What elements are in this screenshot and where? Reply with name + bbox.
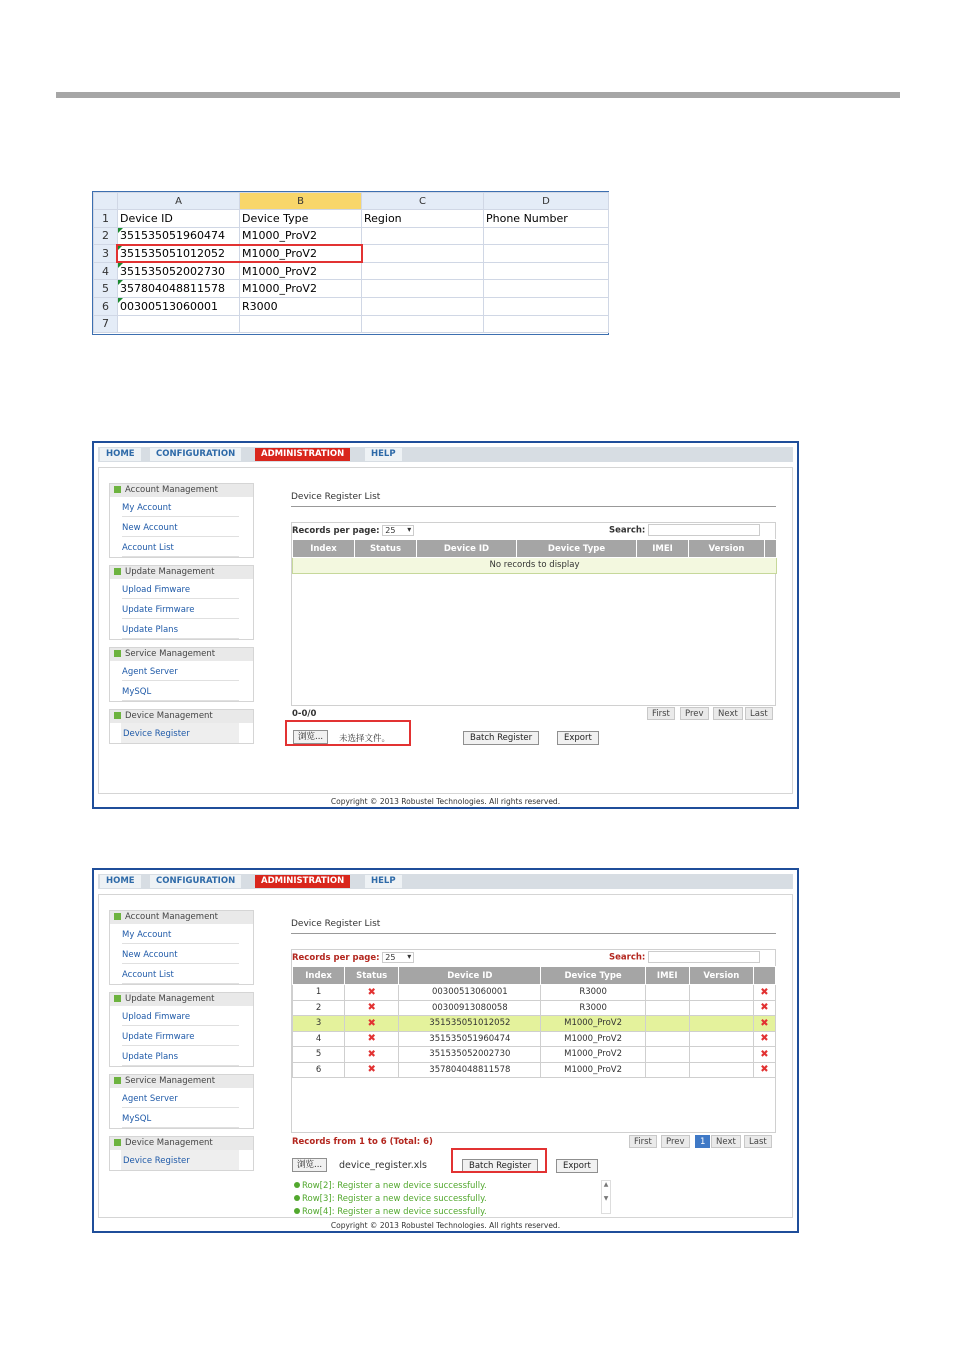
cell[interactable]: 351535052002730 bbox=[118, 262, 240, 280]
batch-register-button[interactable]: Batch Register bbox=[462, 1159, 538, 1173]
column-index[interactable]: Index bbox=[293, 967, 345, 985]
sheet-row bbox=[94, 297, 609, 315]
sidebar-item-device-register[interactable]: Device Register bbox=[121, 723, 239, 743]
sheet-row bbox=[94, 315, 609, 333]
tab-configuration[interactable]: CONFIGURATION bbox=[150, 448, 241, 461]
column-device-type[interactable]: Device Type bbox=[541, 967, 645, 985]
cell[interactable]: R3000 bbox=[240, 297, 362, 315]
sidebar-item-my-account[interactable]: My Account bbox=[122, 497, 239, 517]
footer: Copyright © 2013 Robustel Technologies. All rights reserved. bbox=[330, 1221, 561, 1230]
pager-next[interactable]: Next bbox=[713, 707, 743, 720]
status-fail-icon: ✖ bbox=[345, 1000, 399, 1016]
device-table bbox=[292, 966, 776, 1078]
file-name: device_register.xls bbox=[339, 1160, 427, 1171]
column-imei[interactable]: IMEI bbox=[645, 967, 689, 985]
row-number[interactable]: 6 bbox=[94, 297, 118, 315]
search-input[interactable] bbox=[648, 524, 760, 536]
cell[interactable] bbox=[362, 262, 484, 280]
group-header bbox=[110, 1075, 253, 1088]
table-row[interactable] bbox=[293, 1047, 776, 1063]
status-fail-icon: ✖ bbox=[345, 985, 399, 1001]
cell-device-id: 351535051012052 bbox=[399, 1016, 541, 1032]
status-fail-icon: ✖ bbox=[345, 1047, 399, 1063]
cell[interactable]: Device Type bbox=[240, 210, 362, 228]
table-row[interactable] bbox=[293, 1000, 776, 1016]
table-header bbox=[293, 967, 776, 985]
tab-administration[interactable]: ADMINISTRATION bbox=[255, 875, 350, 888]
delete-icon[interactable]: ✖ bbox=[753, 1000, 775, 1016]
cell-version bbox=[689, 1031, 753, 1047]
success-icon bbox=[294, 1195, 300, 1201]
group-icon bbox=[114, 486, 121, 493]
highlight-box-browse bbox=[285, 720, 411, 746]
device-register-panel-empty bbox=[92, 441, 799, 809]
cell-device-id: 00300913080058 bbox=[399, 1000, 541, 1016]
cell[interactable]: M1000_ProV2 bbox=[240, 245, 362, 263]
group-header bbox=[110, 648, 253, 661]
row-number[interactable]: 1 bbox=[94, 210, 118, 228]
cell-device-id: 357804048811578 bbox=[399, 1062, 541, 1078]
cell[interactable] bbox=[362, 280, 484, 298]
record-count: 0-0/0 bbox=[292, 709, 317, 719]
tab-home[interactable]: HOME bbox=[100, 448, 141, 461]
column-device-type[interactable]: Device Type bbox=[517, 540, 637, 558]
column-status[interactable]: Status bbox=[345, 967, 399, 985]
column-header[interactable]: A bbox=[118, 193, 240, 210]
table-row bbox=[293, 558, 777, 574]
pager-page-1[interactable]: 1 bbox=[695, 1135, 710, 1148]
sheet-row bbox=[94, 210, 609, 228]
register-log bbox=[294, 1180, 599, 1216]
sidebar-item-agent-server[interactable]: Agent Server bbox=[122, 1088, 239, 1108]
browse-button[interactable]: 浏览... bbox=[293, 730, 328, 744]
column-version[interactable]: Version bbox=[689, 967, 753, 985]
status-fail-icon: ✖ bbox=[345, 1016, 399, 1032]
group-title: Update Management bbox=[125, 567, 215, 577]
cell[interactable] bbox=[484, 227, 609, 245]
cell-version bbox=[689, 985, 753, 1001]
device-table bbox=[292, 539, 777, 574]
status-fail-icon: ✖ bbox=[345, 1062, 399, 1078]
log-line bbox=[294, 1193, 599, 1206]
pager-last[interactable]: Last bbox=[744, 1135, 772, 1148]
delete-icon[interactable]: ✖ bbox=[753, 1062, 775, 1078]
cell-index: 2 bbox=[293, 1000, 345, 1016]
column-device-id[interactable]: Device ID bbox=[399, 967, 541, 985]
table-row[interactable] bbox=[293, 1016, 776, 1032]
sidebar-item-update-firmware[interactable]: Update Firmware bbox=[122, 599, 239, 619]
cell[interactable]: 357804048811578 bbox=[118, 280, 240, 298]
file-status: 未选择文件。 bbox=[339, 734, 391, 744]
table-row[interactable] bbox=[293, 1062, 776, 1078]
sheet-row bbox=[94, 262, 609, 280]
group-title: Service Management bbox=[125, 649, 216, 659]
cell-index: 1 bbox=[293, 985, 345, 1001]
highlight-box-row3 bbox=[116, 244, 363, 263]
cell-imei bbox=[645, 1031, 689, 1047]
sidebar-item-upload-firmware[interactable]: Upload Fimware bbox=[122, 1006, 239, 1026]
cell-imei bbox=[645, 1016, 689, 1032]
cell[interactable]: Phone Number bbox=[484, 210, 609, 228]
cell-device-type: R3000 bbox=[541, 985, 645, 1001]
table-row[interactable] bbox=[293, 985, 776, 1001]
column-action bbox=[753, 967, 775, 985]
records-select[interactable]: 25 ▾ bbox=[382, 952, 414, 963]
cell[interactable] bbox=[362, 245, 484, 263]
cell-device-type: M1000_ProV2 bbox=[541, 1016, 645, 1032]
group-title: Account Management bbox=[125, 912, 219, 922]
pager-prev[interactable]: Prev bbox=[680, 707, 709, 720]
cell-version bbox=[689, 1000, 753, 1016]
search-area bbox=[609, 951, 760, 963]
browse-button[interactable]: 浏览... bbox=[292, 1158, 327, 1172]
success-icon bbox=[294, 1182, 300, 1188]
delete-icon[interactable]: ✖ bbox=[753, 985, 775, 1001]
cell[interactable] bbox=[484, 262, 609, 280]
group-header bbox=[110, 1137, 253, 1150]
cell-index: 5 bbox=[293, 1047, 345, 1063]
group-icon bbox=[114, 913, 121, 920]
sidebar-item-new-account[interactable]: New Account bbox=[122, 944, 239, 964]
cell-device-id: 351535052002730 bbox=[399, 1047, 541, 1063]
sidebar-item-upload-firmware[interactable]: Upload Fimware bbox=[122, 579, 239, 599]
sidebar-group-account bbox=[109, 483, 254, 558]
tab-help[interactable]: HELP bbox=[365, 448, 402, 461]
column-action bbox=[765, 540, 777, 558]
log-scrollbar[interactable] bbox=[601, 1180, 611, 1214]
page-title: Device Register List bbox=[291, 492, 776, 507]
scroll-down-icon[interactable]: ▼ bbox=[603, 1195, 609, 1202]
column-header[interactable]: C bbox=[362, 193, 484, 210]
records-select[interactable]: 25 ▾ bbox=[382, 525, 414, 536]
tab-home[interactable]: HOME bbox=[100, 875, 141, 888]
status-fail-icon: ✖ bbox=[345, 1031, 399, 1047]
cell-device-type: M1000_ProV2 bbox=[541, 1047, 645, 1063]
tab-help[interactable]: HELP bbox=[365, 875, 402, 888]
content-area bbox=[98, 467, 793, 794]
row-number[interactable]: 2 bbox=[94, 227, 118, 245]
tab-configuration[interactable]: CONFIGURATION bbox=[150, 875, 241, 888]
log-line bbox=[294, 1180, 599, 1193]
cell-index: 6 bbox=[293, 1062, 345, 1078]
sidebar-item-update-plans[interactable]: Update Plans bbox=[122, 1046, 239, 1066]
column-version[interactable]: Version bbox=[689, 540, 765, 558]
delete-icon[interactable]: ✖ bbox=[753, 1047, 775, 1063]
cell[interactable] bbox=[484, 297, 609, 315]
pager-first[interactable]: First bbox=[647, 707, 675, 720]
group-title: Account Management bbox=[125, 485, 219, 495]
cell[interactable] bbox=[362, 315, 484, 333]
cell[interactable] bbox=[484, 315, 609, 333]
pager-last[interactable]: Last bbox=[745, 707, 773, 720]
records-per-page bbox=[292, 952, 414, 963]
group-header bbox=[110, 710, 253, 723]
cell-imei bbox=[645, 1047, 689, 1063]
sidebar-item-account-list[interactable]: Account List bbox=[122, 537, 239, 557]
search-input[interactable] bbox=[648, 951, 760, 963]
group-header bbox=[110, 484, 253, 497]
sidebar-group-service bbox=[109, 1074, 254, 1129]
search-area bbox=[609, 524, 760, 536]
column-status[interactable]: Status bbox=[355, 540, 417, 558]
group-icon bbox=[114, 1077, 121, 1084]
cell-version bbox=[689, 1062, 753, 1078]
cell-imei bbox=[645, 1000, 689, 1016]
sidebar-item-device-register[interactable]: Device Register bbox=[121, 1150, 239, 1170]
column-device-id[interactable]: Device ID bbox=[417, 540, 517, 558]
delete-icon[interactable]: ✖ bbox=[753, 1016, 775, 1032]
corner-cell[interactable] bbox=[94, 193, 118, 210]
cell[interactable]: 00300513060001 bbox=[118, 297, 240, 315]
sidebar-group-update bbox=[109, 565, 254, 640]
group-icon bbox=[114, 712, 121, 719]
sidebar-item-my-account[interactable]: My Account bbox=[122, 924, 239, 944]
sidebar-item-agent-server[interactable]: Agent Server bbox=[122, 661, 239, 681]
main-content bbox=[291, 492, 776, 507]
sidebar-group-service bbox=[109, 647, 254, 702]
cell[interactable]: M1000_ProV2 bbox=[240, 262, 362, 280]
column-header[interactable]: D bbox=[484, 193, 609, 210]
group-header bbox=[110, 993, 253, 1006]
cell[interactable] bbox=[484, 245, 609, 263]
column-index[interactable]: Index bbox=[293, 540, 355, 558]
group-title: Service Management bbox=[125, 1076, 216, 1086]
row-number[interactable]: 4 bbox=[94, 262, 118, 280]
pager-first[interactable]: First bbox=[629, 1135, 657, 1148]
top-nav bbox=[98, 447, 793, 462]
sidebar-group-device bbox=[109, 1136, 254, 1171]
cell-device-type: M1000_ProV2 bbox=[541, 1062, 645, 1078]
row-number[interactable]: 7 bbox=[94, 315, 118, 333]
group-header bbox=[110, 911, 253, 924]
search-label: Search: bbox=[609, 525, 646, 536]
header-rule bbox=[56, 92, 900, 98]
group-title: Device Management bbox=[125, 1138, 213, 1148]
log-text: Row[2]: Register a new device successfully. bbox=[302, 1181, 487, 1191]
sheet-row bbox=[94, 227, 609, 245]
sidebar-item-account-list[interactable]: Account List bbox=[122, 964, 239, 984]
column-header-row bbox=[94, 193, 609, 210]
cell[interactable]: 351535051012052 bbox=[118, 245, 240, 263]
cell[interactable]: M1000_ProV2 bbox=[240, 227, 362, 245]
cell[interactable] bbox=[240, 315, 362, 333]
sheet-row bbox=[94, 280, 609, 298]
sidebar-item-mysql[interactable]: MySQL bbox=[122, 1108, 239, 1128]
group-icon bbox=[114, 650, 121, 657]
group-icon bbox=[114, 568, 121, 575]
sidebar-group-update bbox=[109, 992, 254, 1067]
cell[interactable] bbox=[362, 297, 484, 315]
sidebar-group-device bbox=[109, 709, 254, 744]
no-records-message: No records to display bbox=[293, 558, 777, 574]
cell[interactable] bbox=[362, 227, 484, 245]
search-label: Search: bbox=[609, 952, 646, 963]
cell-index: 3 bbox=[293, 1016, 345, 1032]
spreadsheet bbox=[92, 191, 609, 335]
cell-device-type: R3000 bbox=[541, 1000, 645, 1016]
cell[interactable] bbox=[484, 280, 609, 298]
cell-version bbox=[689, 1016, 753, 1032]
batch-register-button[interactable]: Batch Register bbox=[463, 731, 539, 745]
device-register-panel-loaded bbox=[92, 868, 799, 1233]
footer: Copyright © 2013 Robustel Technologies. All rights reserved. bbox=[330, 797, 561, 806]
records-per-page bbox=[292, 525, 414, 536]
row-number[interactable]: 3 bbox=[94, 245, 118, 263]
group-icon bbox=[114, 1139, 121, 1146]
highlight-box-batch-register bbox=[451, 1148, 547, 1173]
content-area bbox=[98, 894, 793, 1218]
group-title: Device Management bbox=[125, 711, 213, 721]
log-line bbox=[294, 1206, 599, 1216]
record-count: Records from 1 to 6 (Total: 6) bbox=[292, 1137, 433, 1147]
log-text: Row[3]: Register a new device successfully. bbox=[302, 1194, 487, 1204]
column-header[interactable]: B bbox=[240, 193, 362, 210]
cell[interactable] bbox=[118, 315, 240, 333]
cell-device-id: 351535051960474 bbox=[399, 1031, 541, 1047]
column-imei[interactable]: IMEI bbox=[637, 540, 689, 558]
pager-prev[interactable]: Prev bbox=[661, 1135, 690, 1148]
sidebar-group-account bbox=[109, 910, 254, 985]
success-icon bbox=[294, 1208, 300, 1214]
group-title: Update Management bbox=[125, 994, 215, 1004]
records-label: Records per page: bbox=[292, 526, 380, 536]
tab-administration[interactable]: ADMINISTRATION bbox=[255, 448, 350, 461]
sidebar bbox=[109, 483, 254, 751]
table-header bbox=[293, 540, 777, 558]
group-icon bbox=[114, 995, 121, 1002]
cell-device-id: 00300513060001 bbox=[399, 985, 541, 1001]
cell-imei bbox=[645, 1062, 689, 1078]
cell-device-type: M1000_ProV2 bbox=[541, 1031, 645, 1047]
group-header bbox=[110, 566, 253, 579]
sidebar bbox=[109, 910, 254, 1178]
delete-icon[interactable]: ✖ bbox=[753, 1031, 775, 1047]
pager-next[interactable]: Next bbox=[711, 1135, 741, 1148]
cell-imei bbox=[645, 985, 689, 1001]
cell-index: 4 bbox=[293, 1031, 345, 1047]
sidebar-item-update-firmware[interactable]: Update Firmware bbox=[122, 1026, 239, 1046]
cell[interactable]: Region bbox=[362, 210, 484, 228]
sidebar-item-update-plans[interactable]: Update Plans bbox=[122, 619, 239, 639]
main-content bbox=[291, 919, 776, 934]
cell[interactable]: Device ID bbox=[118, 210, 240, 228]
records-label: Records per page: bbox=[292, 953, 380, 963]
page-title: Device Register List bbox=[291, 919, 776, 934]
table-row[interactable] bbox=[293, 1031, 776, 1047]
scroll-up-icon[interactable]: ▲ bbox=[603, 1181, 609, 1188]
sidebar-item-mysql[interactable]: MySQL bbox=[122, 681, 239, 701]
top-nav bbox=[98, 874, 793, 889]
cell[interactable]: 351535051960474 bbox=[118, 227, 240, 245]
sidebar-item-new-account[interactable]: New Account bbox=[122, 517, 239, 537]
export-button[interactable]: Export bbox=[557, 731, 599, 745]
cell-version bbox=[689, 1047, 753, 1063]
export-button[interactable]: Export bbox=[556, 1159, 598, 1173]
cell[interactable]: M1000_ProV2 bbox=[240, 280, 362, 298]
row-number[interactable]: 5 bbox=[94, 280, 118, 298]
log-text: Row[4]: Register a new device successfully. bbox=[302, 1207, 487, 1216]
